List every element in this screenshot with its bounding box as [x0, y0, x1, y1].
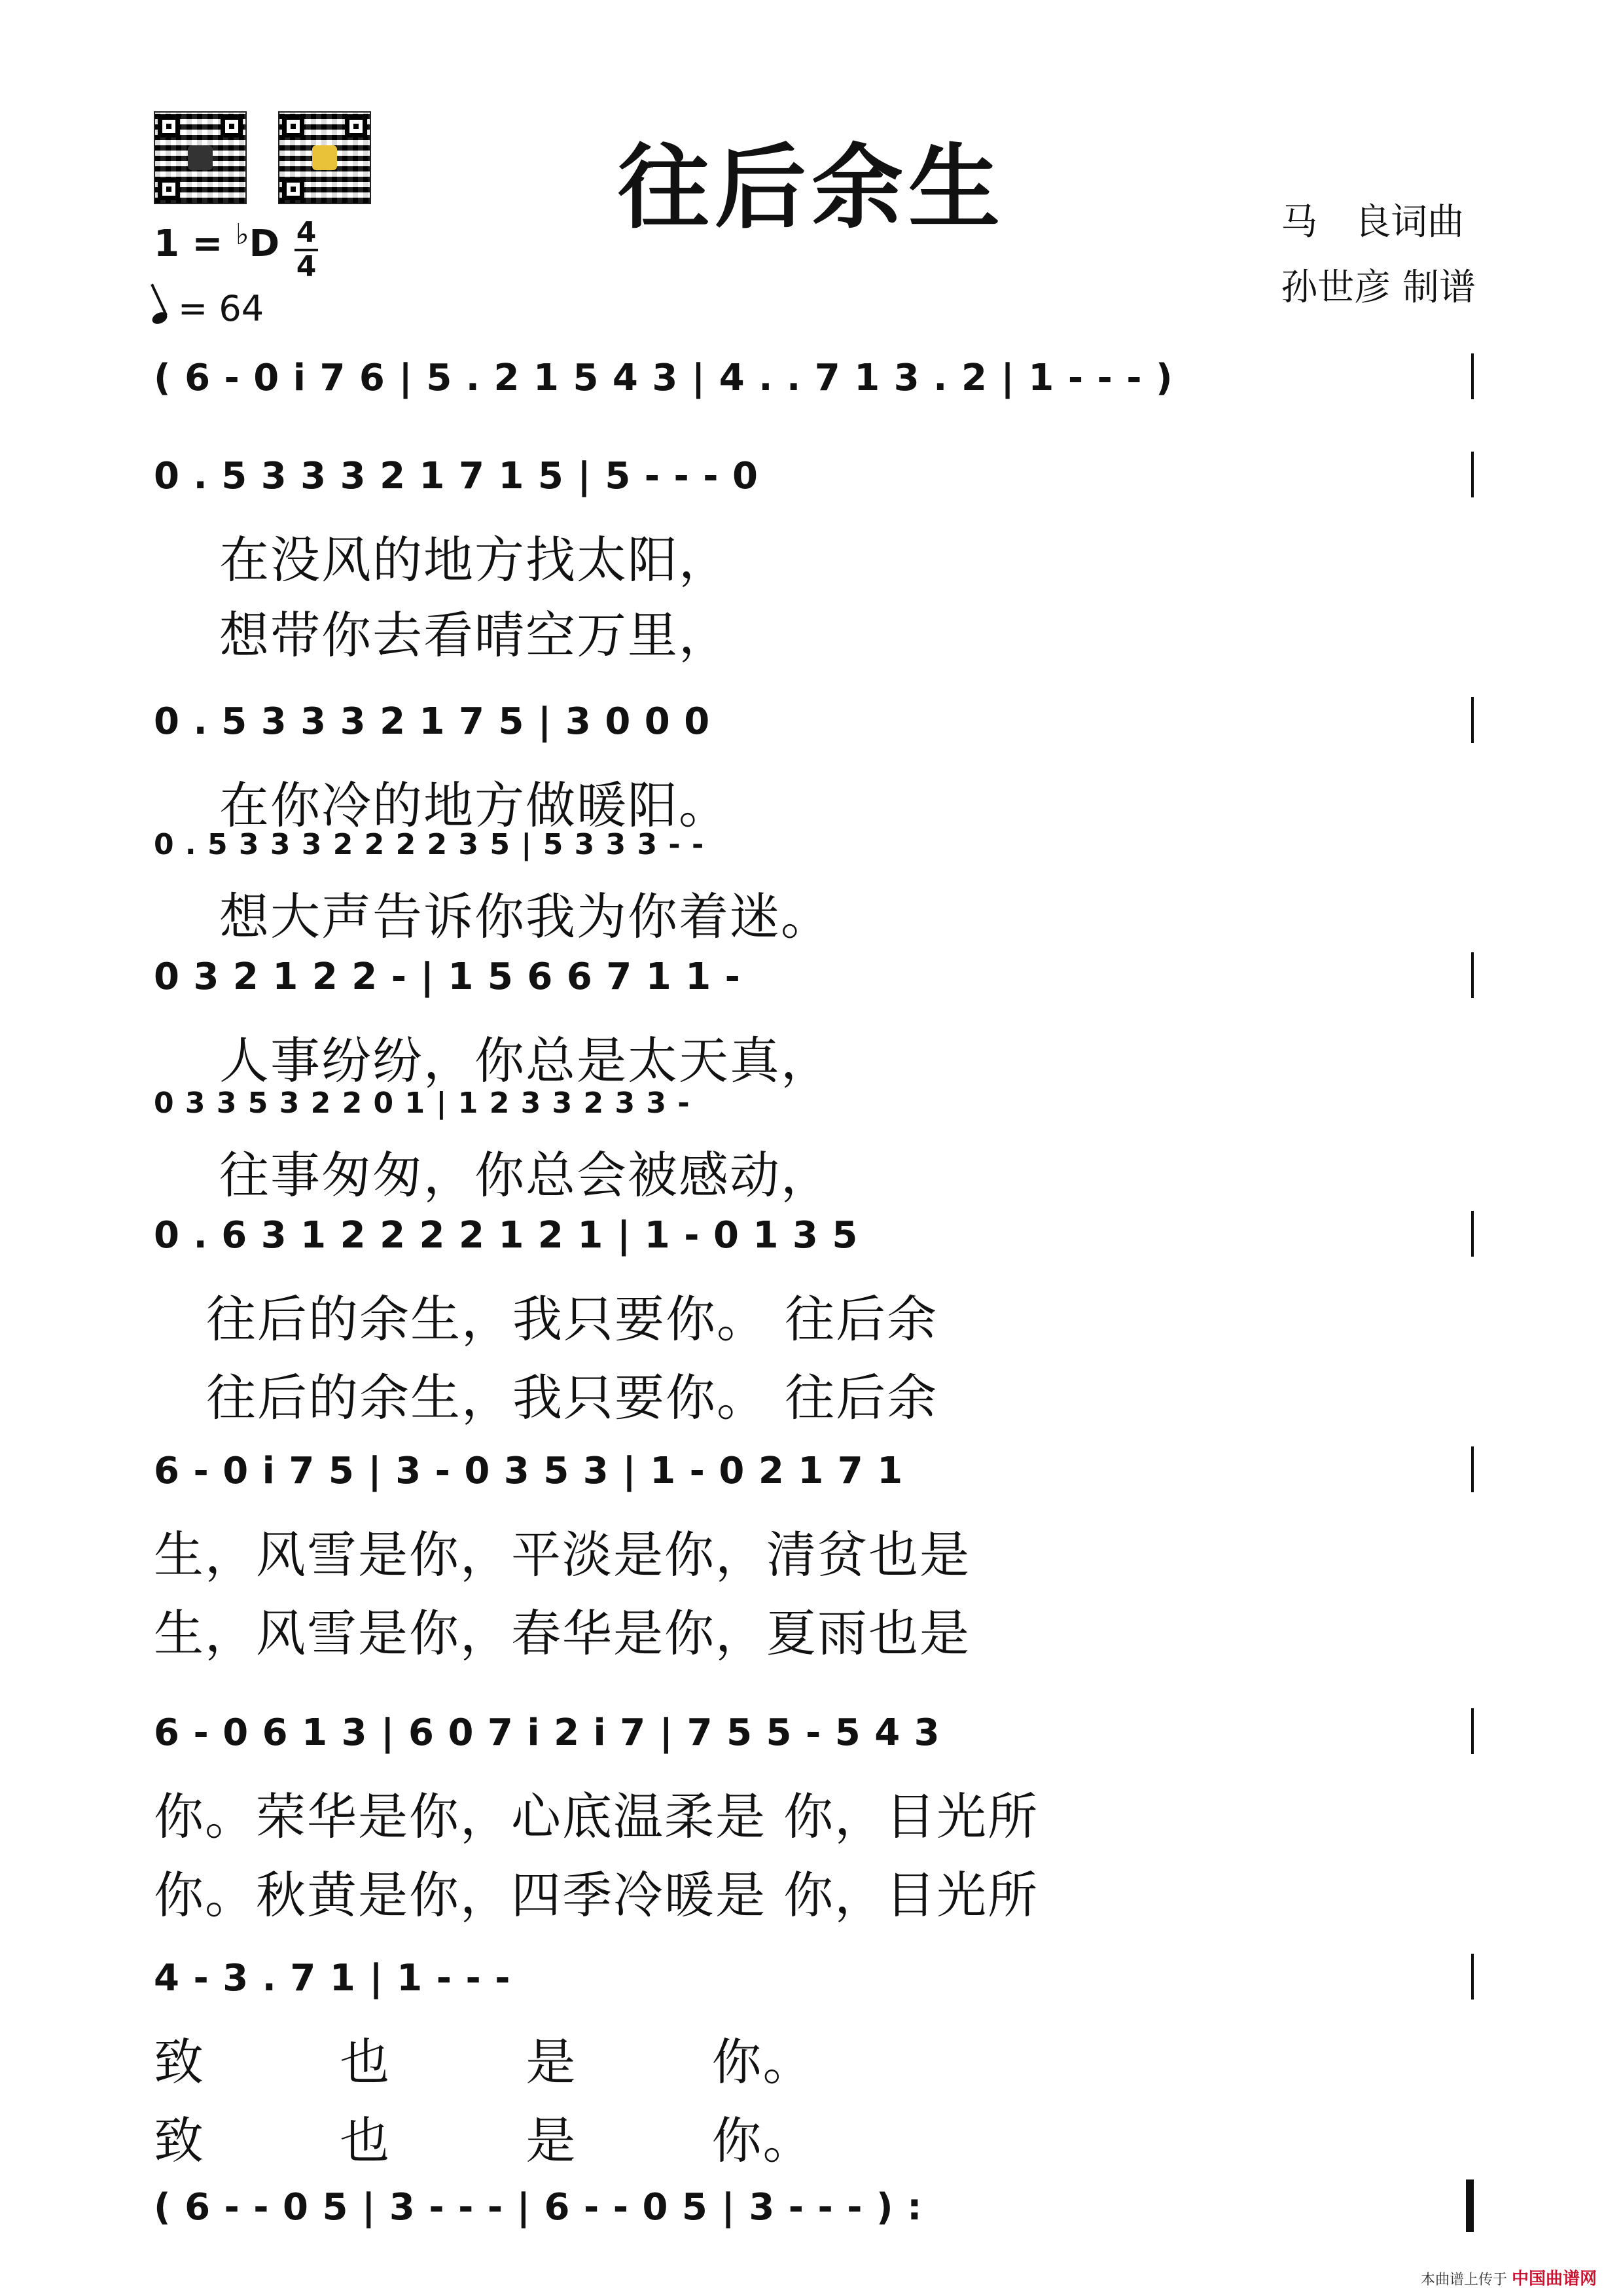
end-barline [1471, 1211, 1474, 1257]
score-line-9: 6 - 0 6 1 3 | 6 0 7 i 2 i 7 | 7 5 5 - 5 4 3 [154, 1712, 940, 1754]
lyric-line: 往事匆匆，你总会被感动， [219, 1146, 832, 1204]
score-line-3: 0 . 5 3 3 3 2 1 7 5 | 3 0 0 0 [154, 700, 711, 743]
lyric-line: 你。荣华是你，心底温柔是 你，目光所 [154, 1787, 1039, 1846]
end-barline [1471, 1954, 1474, 2000]
lyric-line: 人事纷纷，你总是太天真， [219, 1031, 832, 1090]
footer-upload-text: 本曲谱上传于 [1420, 2272, 1507, 2288]
end-barline [1471, 1446, 1474, 1492]
lyric-line: 想带你去看晴空万里， [219, 606, 730, 664]
transcriber: 孙世彦 制谱 [1281, 266, 1476, 309]
footer-brand-link[interactable]: 中国曲谱网 [1511, 2269, 1597, 2289]
score-line-11: ( 6 - - 0 5 | 3 - - - | 6 - - 0 5 | 3 - - - ) : [154, 2186, 923, 2229]
score-line-8: 6 - 0 i 7 5 | 3 - 0 3 5 3 | 1 - 0 2 1 7 1 [154, 1450, 904, 1492]
lyric-line: 在没风的地方找太阳， [219, 531, 730, 589]
lyric-line: 在你冷的地方做暖阳。 [219, 776, 730, 834]
score-line-10: 4 - 3 . 7 1 | 1 - - - [154, 1957, 511, 2000]
lyric-line: 想大声告诉你我为你着迷。 [219, 888, 832, 946]
score-line-2: 0 . 5 3 3 3 2 1 7 1 5 | 5 - - - 0 [154, 455, 758, 497]
footer [1421, 2265, 1597, 2289]
end-barline [1471, 697, 1474, 743]
lyric-line: 致 也 是 你。 [154, 2033, 814, 2091]
quarter-note-icon [151, 310, 169, 327]
score-line-4: 0 . 5 3 3 3 2 2 2 2 3 5 | 5 3 3 3 - - [154, 828, 705, 861]
lyric-line: 生，风雪是你，平淡是你，清贫也是 [154, 1526, 971, 1584]
page-title: 往后余生 [617, 134, 1005, 242]
lyric-line: 生，风雪是你，春华是你，夏雨也是 [154, 1604, 971, 1662]
lyric-line: 往后的余生，我只要你。 往后余 [206, 1290, 938, 1348]
lyric-line: 致 也 是 你。 [154, 2111, 814, 2170]
score-line-5: 0 3 2 1 2 2 - | 1 5 6 6 7 1 1 - [154, 956, 741, 998]
lyric-line: 你。秋黄是你，四季冷暖是 你，目光所 [154, 1866, 1039, 1924]
tempo-marking: = 64 [152, 288, 264, 329]
lyric-line: 往后的余生，我只要你。 往后余 [206, 1369, 938, 1427]
credits [1281, 190, 1476, 321]
score-line-1: ( 6 - 0 i 7 6 | 5 . 2 1 5 4 3 | 4 . . 7 1 3 . 2 | 1 - - - ) [154, 357, 1173, 399]
end-barline [1471, 1708, 1474, 1754]
score-line-7: 0 . 6 3 1 2 2 2 2 1 2 1 | 1 - 0 1 3 5 [154, 1214, 859, 1257]
end-barline [1471, 353, 1474, 399]
score-line-6: 0 3 3 5 3 2 2 0 1 | 1 2 3 3 2 3 3 - [154, 1086, 690, 1120]
lyricist-composer: 马 良词曲 [1281, 201, 1465, 243]
end-barline [1471, 952, 1474, 998]
final-barline [1466, 2179, 1474, 2232]
end-barline [1471, 452, 1474, 497]
key-signature: 1 = ♭D [154, 218, 280, 265]
time-signature: 4 4 [294, 219, 318, 281]
